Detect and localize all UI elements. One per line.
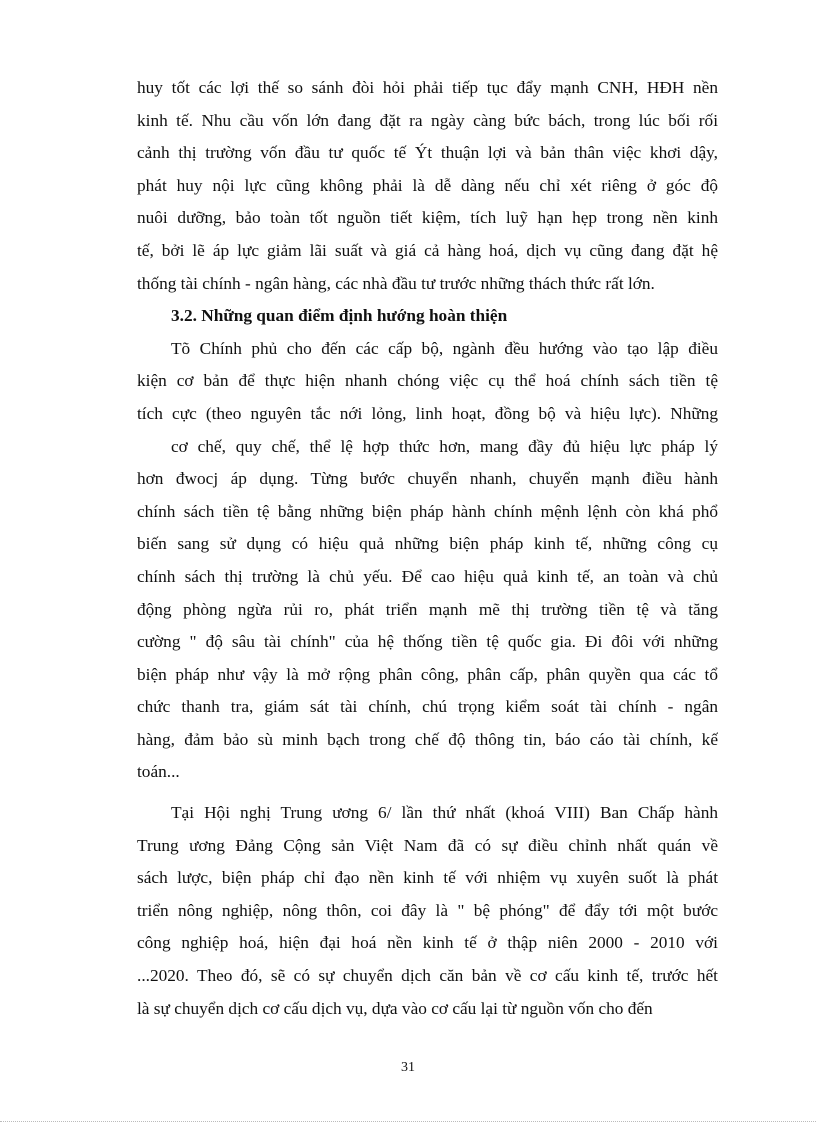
- section-heading: 3.2. Những quan điểm định hướng hoàn thiện: [171, 306, 508, 326]
- text-line: toán...: [137, 762, 180, 782]
- text-line: huy tốt các lợi thế so sánh đòi hỏi phải tiếp tục đẩy mạnh CNH, HĐH nền: [137, 78, 718, 97]
- text-line: biện pháp như vậy là mở rộng phân công, phân cấp, phân quyền qua các tổ: [137, 664, 718, 684]
- text-line: cảnh thị trường vốn đầu tư quốc tế Ýt thuận lợi và bản thân việc khơi dậy,: [137, 143, 718, 163]
- paragraph-gap: [137, 789, 718, 797]
- text-line: triển nông nghiệp, nông thôn, coi đây là " bệ phóng" để đẩy tới một bước: [137, 900, 718, 920]
- text-line: chức thanh tra, giám sát tài chính, chú trọng kiểm soát tài chính - ngân: [137, 697, 718, 717]
- text-line: hàng, đảm bảo sù minh bạch trong chế độ thông tin, báo cáo tài chính, kế: [137, 729, 718, 749]
- text-line: Trung ương Đảng Cộng sản Việt Nam đã có sự điều chỉnh nhất quán về: [137, 835, 718, 855]
- text-line: chính sách thị trường là chủ yếu. Để cao hiệu quả kinh tế, an toàn và chủ: [137, 566, 718, 586]
- text-line: công nghiệp hoá, hiện đại hoá nền kinh tế ở thập niên 2000 - 2010 với: [137, 933, 718, 953]
- text-line: là sự chuyển dịch cơ cấu dịch vụ, dựa vào cơ cấu lại từ nguồn vốn cho đến: [137, 998, 653, 1018]
- text-line: phát huy nội lực cũng không phải là dễ dàng nếu chỉ xét riêng ở góc độ: [137, 175, 718, 195]
- paragraph-2: [137, 333, 718, 789]
- paragraph-3: [137, 797, 718, 1025]
- paragraph-1: [137, 72, 718, 300]
- text-line: hơn đwocj áp dụng. Từng bước chuyển nhanh, chuyển mạnh điều hành: [137, 469, 718, 489]
- text-line: động phòng ngừa rủi ro, phát triển mạnh mẽ thị trường tiền tệ và tăng: [137, 599, 718, 619]
- text-line: cơ chế, quy chế, thể lệ hợp thức hơn, mang đầy đủ hiệu lực pháp lý: [171, 436, 718, 456]
- text-line: Tõ Chính phủ cho đến các cấp bộ, ngành đều hướng vào tạo lập điều: [171, 338, 718, 358]
- text-line: Tại Hội nghị Trung ương 6/ lần thứ nhất (khoá VIII) Ban Chấp hành: [171, 803, 718, 823]
- text-line: sách lược, biện pháp chỉ đạo nền kinh tế với nhiệm vụ xuyên suốt là phát: [137, 868, 718, 888]
- text-line: cường " độ sâu tài chính" của hệ thống tiền tệ quốc gia. Đi đôi với những: [137, 632, 718, 652]
- text-line: nuôi dưỡng, bảo toàn tốt nguồn tiết kiệm, tích luỹ hạn hẹp trong nền kinh: [137, 208, 718, 228]
- body-text: [137, 72, 718, 1025]
- text-line: biến sang sử dụng có hiệu quả những biện pháp kinh tế, những công cụ: [137, 534, 718, 554]
- text-line: tế, bởi lẽ áp lực giảm lãi suất và giá cả hàng hoá, dịch vụ cũng đang đặt hệ: [137, 240, 718, 260]
- text-line: kinh tế. Nhu cầu vốn lớn đang đặt ra ngày càng bức bách, trong lúc bối rối: [137, 110, 718, 130]
- text-line: kiện cơ bản để thực hiện nhanh chóng việc cụ thể hoá chính sách tiền tệ: [137, 371, 718, 391]
- text-line: chính sách tiền tệ bằng những biện pháp hành chính mệnh lệnh còn khá phổ: [137, 501, 718, 521]
- page-number: 31: [401, 1060, 415, 1075]
- text-line: ...2020. Theo đó, sẽ có sự chuyển dịch căn bản về cơ cấu kinh tế, trước hết: [137, 966, 718, 986]
- text-line: tích cực (theo nguyên tắc nới lỏng, linh hoạt, đồng bộ và hiệu lực). Những: [137, 403, 718, 423]
- text-line: thống tài chính - ngân hàng, các nhà đầu tư trước những thách thức rất lớn.: [137, 273, 655, 293]
